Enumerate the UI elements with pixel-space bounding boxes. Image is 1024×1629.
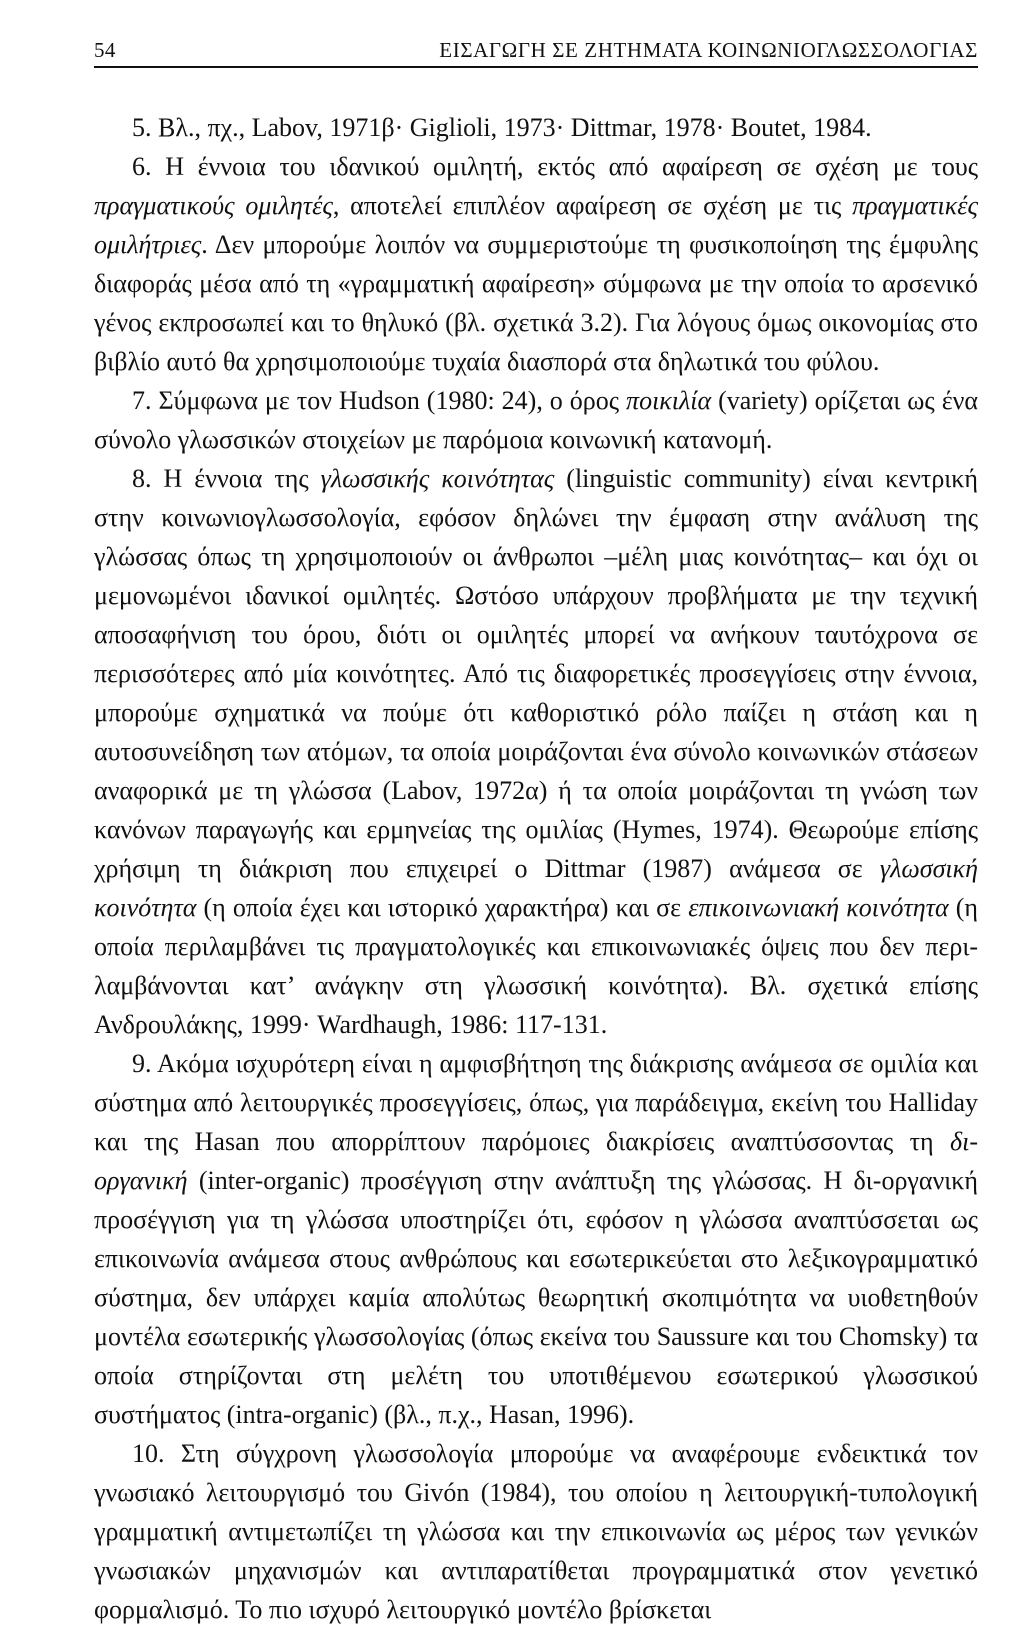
running-header [94,40,978,68]
note-text: Η έννοια της [163,464,321,493]
note-text: (η οποία έχει και ιστορικό χαρακτήρα) και σε [196,893,689,922]
note-text: (variety) ορίζεται ως ένα σύνολο γλωσσικών στοιχείων με παρόμοια κοινωνική κατανομή. [94,386,978,454]
note-number: 5. [132,113,152,142]
note-number: 8. [132,464,152,493]
note-text: (inter-organic) προσέγγιση στην ανάπτυξη της γλώσσας. Η δι-οργανική προσέγγιση για τη γλώσσα υποστηρίζει ότι, εφόσον η γλώσσα αναπτύσσεται ως επικοινωνία ανάμεσα στους ανθρώπους και εσωτερικεύεται στο λεξικογραμματικό σύστημα, δεν υπάρχει καμία απολύτως θεωρητική σκοπιμότητα να υιοθετηθούν μοντέλα εσωτερικής γλωσσολογίας (όπως εκείνα του Saussure και του Chomsky) τα οποία στηρίζονται στη μελέτη του υποτιθέμενου εσωτερικού γλωσσικού συστήματος (intra-organic) (βλ., π.χ., Hasan, 1996). [94,1166,978,1429]
italic-term: ποικιλία [626,386,712,415]
note-text: , αποτελεί επιπλέον αφαίρεση σε σχέση με τις [332,191,853,220]
note-text: Η έννοια του ιδανικού ομιλητή, εκτός από αφαίρεση σε σχέση με τους [165,152,978,181]
italic-term: γλωσσικής κοινότητας [320,464,555,493]
page-number: 54 [94,38,116,62]
note-7 [94,381,978,459]
note-number: 7. [132,386,152,415]
note-text: Ακόμα ισχυρότερη είναι η αμφισβήτηση της διάκρισης ανάμεσα σε ομιλία και σύστημα από λειτουργικές προσεγγίσεις, όπως, για παράδειγμα, εκείνη του Halliday και της Hasan που απορρίπτουν παρόμοιες διακρίσεις αναπτύσσοντας τη [94,1049,978,1156]
note-number: 9. [132,1049,152,1078]
note-number: 10. [132,1439,165,1468]
italic-term: δι-οργανική [94,1127,978,1195]
note-text: . Δεν μπορούμε λοιπόν να συμμεριστούμε τη φυσικοποίηση της έμφυλης διαφοράς μέσα από τη «γραμματική αφαίρεση» σύμφωνα με την οποία το αρσενικό γένος εκπροσωπεί και το θηλυκό (βλ. σχετικά 3.2). Για λόγους όμως οικονομίας στο βιβλίο αυτό θα χρησιμοποιούμε τυχαία διασπορά στα δηλωτικά του φύλου. [94,230,978,376]
note-text: Σύμφωνα με τον Hudson (1980: 24), ο όρος [158,386,627,415]
note-text: (η οποία περιλαμβάνει τις πραγματολογικές και επικοινωνιακές όψεις που δεν περιλαμβάνονται κατ’ ανάγκην στη γλωσσική κοινότητα). Βλ. σχετικά επίσης Ανδρουλάκης, 1999· Wardhaugh, 1986: 117-131. [94,893,978,1039]
note-number: 6. [132,152,152,181]
note-8 [94,459,978,1044]
italic-term: πραγματικές ομιλήτριες [94,191,978,259]
note-5 [94,108,978,147]
note-9 [94,1044,978,1434]
italic-term: επικοινωνιακή κοινότητα [688,893,949,922]
running-title: ΕΙΣΑΓΩΓΗ ΣΕ ΖΗΤΗΜΑΤΑ ΚΟΙΝΩΝΙΟΓΛΩΣΣΟΛΟΓΙΑΣ [439,38,978,62]
endnotes [94,108,978,1629]
italic-term: πραγματικούς ομιλητές [94,191,333,220]
note-text: Στη σύγχρονη γλωσσολογία μπορούμε να αναφέρουμε ενδεικτικά τον γνωσιακό λειτουργισμό του Givón (1984), του οποίου η λειτουργική-τυπολογική γραμματική αντιμετωπίζει τη γλώσσα και την επικοινωνία ως μέρος των γενικών γνωσιακών μηχανισμών και αντιπαρατίθεται προγραμματικά στον γενετικό φορμαλισμό. Το πιο ισχυρό λειτουργικό μοντέλο βρίσκεται [94,1439,978,1624]
note-10 [94,1434,978,1629]
note-text: (linguistic community) είναι κεντρική στην κοινωνιογλωσσολογία, εφόσον δηλώνει την έμφαση στην ανάλυση της γλώσσας όπως τη χρησιμοποιούν οι άνθρωποι –μέλη μιας κοινότητας– και όχι οι μεμονωμένοι ιδανικοί ομιλητές. Ωστόσο υπάρχουν προβλήματα με την τεχνική αποσαφήνιση του όρου, διότι οι ομιλητές μπορεί να ανήκουν ταυτόχρονα σε περισσότερες από μία κοινότητες. Από τις διαφορετικές προσεγγίσεις στην έννοια, μπορούμε σχηματικά να πούμε ότι καθοριστικό ρόλο παίζει η στάση και η αυτοσυνείδηση των ατόμων, τα οποία μοιράζονται ένα σύνολο κοινωνικών στάσεων αναφορικά με τη γλώσσα (Labov, 1972α) ή τα οποία μοιράζονται τη γνώση των κανόνων παραγωγής και ερμηνείας της ομιλίας (Hymes, 1974). Θεωρούμε επίσης χρήσιμη τη διάκριση που επιχειρεί ο Dittmar (1987) ανάμεσα σε [94,464,978,883]
note-text: Βλ., πχ., Labov, 1971β· Giglioli, 1973· Dittmar, 1978· Boutet, 1984. [158,113,872,142]
book-page [94,40,978,1629]
italic-term: γλωσσική κοινότητα [94,854,978,922]
note-6 [94,147,978,381]
